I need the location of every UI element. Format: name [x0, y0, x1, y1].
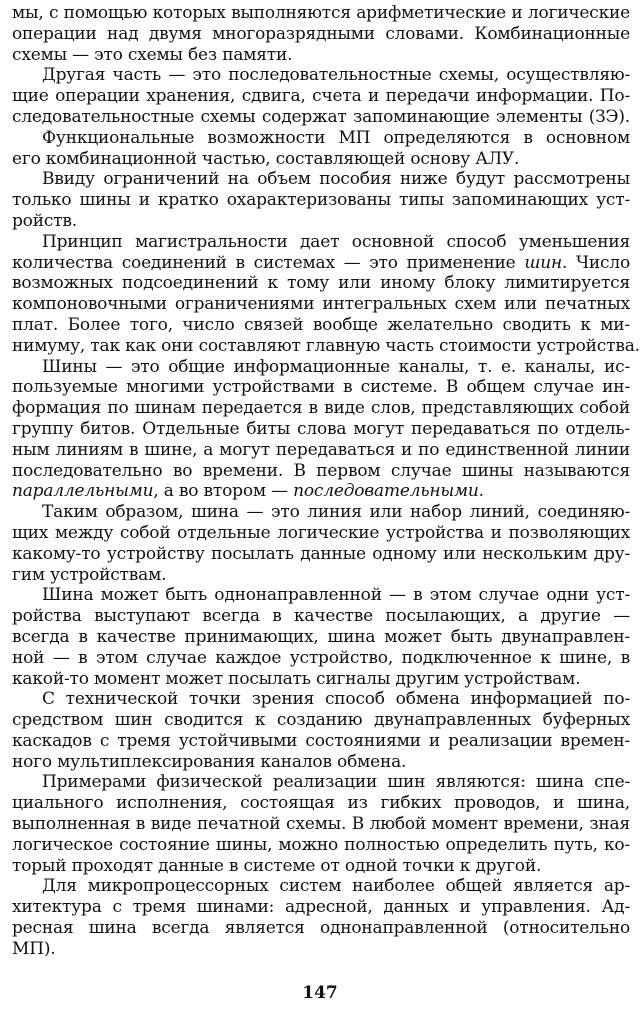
text-line: пользуемые многими устройствами в системе. В общем случае ин-: [12, 377, 630, 398]
text-line: Принцип магистральности дает основной способ уменьшения: [42, 231, 630, 252]
text-line: циального исполнения, состоящая из гибких проводов, и шина,: [12, 793, 630, 814]
text-line: ройств.: [12, 210, 77, 231]
text-line: всегда в качестве принимающих, шина может быть двунаправлен-: [12, 626, 630, 647]
text-line: Для микропроцессорных систем наиболее общей является ар-: [42, 876, 630, 897]
text-line: схемы — это схемы без памяти.: [12, 44, 293, 65]
text-line: ной — в этом случае каждое устройство, подключенное к шине, в: [12, 647, 630, 668]
text-line: Шины — это общие информационные каналы, т. е. каналы, ис-: [42, 356, 630, 377]
text-line: только шины и кратко охарактеризованы типы запоминающих уст-: [12, 190, 630, 211]
text-line: щих между собой отдельные логические устройства и позволяющих: [12, 522, 630, 543]
text-line: ройства выступают всегда в качестве посылающих, а другие —: [12, 606, 630, 627]
text-line: средством шин сводится к созданию двунаправленных буферных: [12, 710, 630, 731]
text-line: последовательно во времени. В первом случае шины называются: [12, 460, 630, 481]
text-line: МП).: [12, 938, 56, 959]
text-line: параллельными, а во втором — последовательными.: [12, 481, 484, 502]
text-line: Таким образом, шина — это линия или набор линий, соединяю-: [42, 502, 630, 523]
text-line: плат. Более того, число связей вообще желательно сводить к ми-: [12, 314, 630, 335]
text-line: щие операции хранения, сдвига, счета и передачи информации. По-: [12, 86, 630, 107]
text-line: его комбинационной частью, составляющей основу АЛУ.: [12, 148, 520, 169]
text-line: логическое состояние шины, можно полностью определить путь, ко-: [12, 834, 630, 855]
text-line: мы, с помощью которых выполняются арифметические и логические: [12, 3, 630, 23]
text-line: С технической точки зрения способ обмена информацией по-: [42, 689, 630, 710]
text-line: Функциональные возможности МП определяются в основном: [42, 127, 630, 148]
text-line: ного мультиплексирования каналов обмена.: [12, 751, 407, 772]
text-line: торый проходят данные в системе от одной точки к другой.: [12, 855, 542, 876]
text-line: группу битов. Отдельные биты слова могут передаваться по отдель-: [12, 418, 630, 439]
text-line: Примерами физической реализации шин являются: шина спе-: [42, 772, 630, 793]
text-line: Шина может быть однонаправленной — в этом случае одни уст-: [42, 585, 630, 606]
text-line: компоновочными ограничениями интегральных схем или печатных: [12, 294, 630, 315]
text-line: ным линиям в шине, а могут передаваться и по единственной линии: [12, 439, 630, 460]
text-line: Другая часть — это последовательностные схемы, осуществляю-: [42, 65, 630, 86]
text-line: ресная шина всегда является однонаправленной (относительно: [12, 918, 630, 939]
text-line: каскадов с тремя устойчивыми состояниями и реализации времен-: [12, 730, 630, 751]
text-line: количества соединений в системах — это применение шин. Число: [12, 252, 631, 273]
text-line: гим устройствам.: [12, 564, 167, 585]
page-number: 147: [302, 983, 338, 1003]
text-line: какому-то устройству посылать данные одному или нескольким дру-: [12, 543, 630, 564]
document-page: [12, 3, 640, 960]
text-line: Ввиду ограничений на объем пособия ниже будут рассмотрены: [42, 169, 630, 190]
text-line: следовательностные схемы содержат запоминающие элементы (ЗЭ).: [12, 106, 630, 127]
text-line: формация по шинам передается в виде слов, представляющих собой: [12, 398, 630, 419]
text-line: возможных подсоединений к тому или иному блоку лимитируется: [12, 273, 630, 294]
text-line: какой-то момент может посылать сигналы другим устройствам.: [12, 668, 581, 689]
text-line: нимуму, так как они составляют главную часть стоимости устройства.: [12, 335, 640, 356]
text-line: хитектура с тремя шинами: адресной, данных и управления. Ад-: [12, 897, 630, 918]
text-line: выполненная в виде печатной схемы. В любой момент времени, зная: [12, 814, 630, 835]
text-line: операции над двумя многоразрядными словами. Комбинационные: [12, 23, 630, 44]
